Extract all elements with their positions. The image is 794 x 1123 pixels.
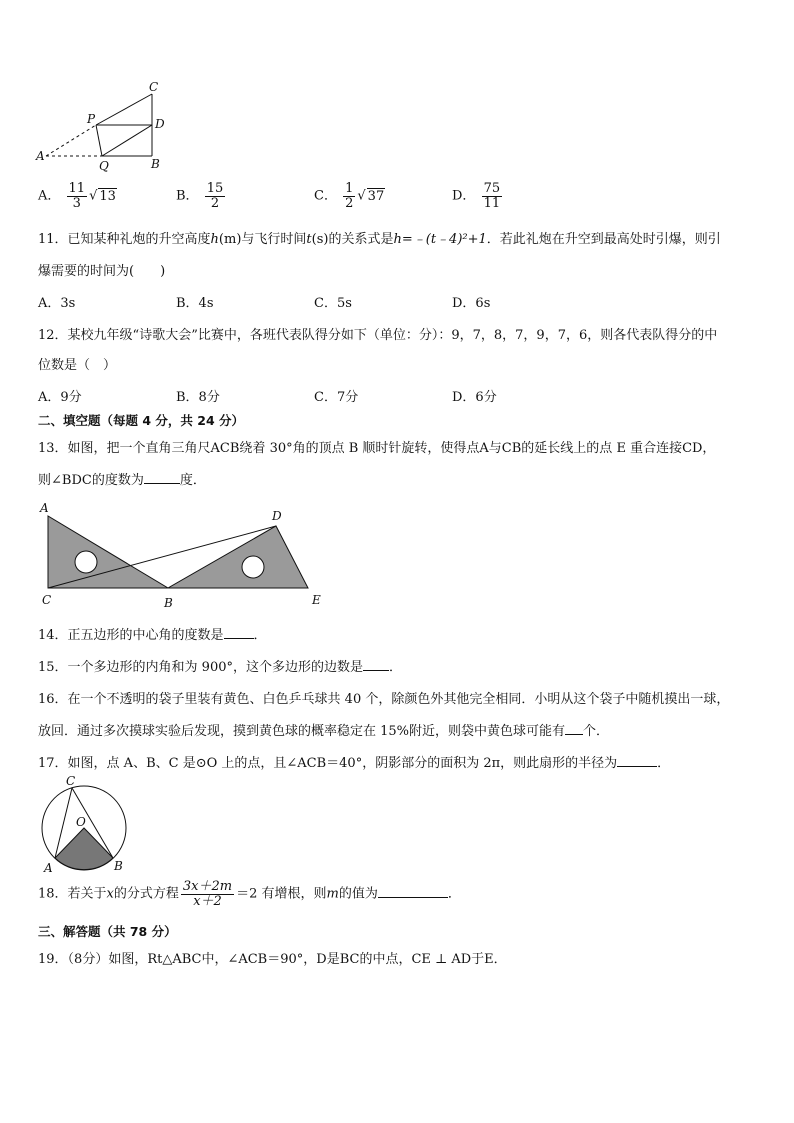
label-b: B bbox=[164, 596, 173, 610]
q12-line2: 位数是（ ） bbox=[38, 358, 117, 373]
denominator: 11 bbox=[483, 195, 501, 211]
q10-option-b bbox=[176, 182, 227, 210]
fraction bbox=[181, 880, 234, 908]
triangle-acb bbox=[48, 516, 168, 588]
q10-option-d bbox=[452, 182, 504, 210]
figure-q13 bbox=[30, 500, 330, 615]
denominator: 3 bbox=[72, 195, 81, 211]
q16-line1: 16．在一个不透明的袋子里装有黄色、白色乒乓球共 40 个，除颜色外其他完全相同．小明从这个袋子中随机摸出一球， bbox=[38, 692, 730, 707]
text: 与飞行时间 bbox=[241, 232, 307, 247]
q11-line2: 爆需要的时间为( ) bbox=[38, 264, 166, 279]
text: ． bbox=[389, 660, 403, 675]
q11-option-d: D．6s bbox=[452, 296, 491, 311]
text: 的关系式是 bbox=[328, 232, 394, 247]
fraction bbox=[343, 182, 355, 210]
label-d: D bbox=[272, 509, 282, 523]
text: 14．正五边形的中心角的度数是 bbox=[38, 628, 224, 643]
label-b: B bbox=[114, 859, 123, 873]
triangle-bed bbox=[168, 526, 308, 588]
segment-pc bbox=[96, 94, 152, 125]
label-a: A bbox=[36, 149, 45, 163]
segment-pq bbox=[96, 125, 102, 156]
option-label: D． bbox=[452, 188, 476, 204]
text: ＝2 有增根，则 bbox=[236, 886, 327, 902]
q12-line1: 12．某校九年级“诗歌大会”比赛中，各班代表队得分如下（单位：分）：9，7，8，7，9，7，6，则各代表队得分的中 bbox=[38, 328, 718, 343]
text: 度． bbox=[179, 473, 206, 488]
segment-qd bbox=[102, 125, 152, 156]
label-c: C bbox=[66, 774, 76, 788]
formula: h=﹣(t﹣4)²+1 bbox=[393, 232, 487, 247]
fraction bbox=[482, 182, 503, 210]
q19: 19．（8分）如图，Rt△ABC中，∠ACB＝90°，D是BC的中点，CE ⊥ AD于E． bbox=[38, 952, 507, 967]
text: 放回．通过多次摸球实验后发现，摸到黄色球的概率稳定在 15%附近，则袋中黄色球可能有 bbox=[38, 724, 566, 739]
answer-blank bbox=[617, 754, 657, 767]
denominator: x＋2 bbox=[193, 893, 222, 909]
text: ． bbox=[253, 628, 267, 643]
numerator: 75 bbox=[483, 181, 501, 196]
figure-q17 bbox=[34, 772, 134, 876]
numerator: 3x＋2m bbox=[182, 879, 233, 894]
label-e: E bbox=[312, 593, 321, 607]
text: 11．已知某种礼炮的升空高度 bbox=[38, 232, 211, 247]
q14 bbox=[38, 624, 267, 643]
label-a: A bbox=[44, 861, 53, 875]
q12-option-c: C．7分 bbox=[314, 390, 359, 405]
text: ． bbox=[447, 886, 461, 902]
q11-option-c: C．5s bbox=[314, 296, 352, 311]
numerator: 1 bbox=[345, 181, 354, 196]
text: 15．一个多边形的内角和为 900°，这个多边形的边数是 bbox=[38, 660, 363, 675]
section-2-heading: 二、填空题（每题 4 分，共 24 分） bbox=[38, 413, 245, 428]
option-label: B． bbox=[176, 188, 199, 204]
text: 的分式方程 bbox=[113, 886, 179, 902]
var-m: m bbox=[326, 886, 339, 902]
fraction bbox=[67, 182, 88, 210]
q13-line2 bbox=[38, 469, 206, 488]
text: 17．如图，点 A、B、C 是⊙O 上的点，且∠ACB＝40°，阴影部分的面积为 2π，则此扇形的半径为 bbox=[38, 756, 618, 771]
radicand: 13 bbox=[99, 188, 116, 204]
answer-blank bbox=[224, 626, 254, 639]
q12-option-b: B．8分 bbox=[176, 390, 220, 405]
numerator: 15 bbox=[206, 181, 224, 196]
option-label: A． bbox=[38, 188, 61, 204]
radicand: 37 bbox=[367, 188, 385, 204]
var-h: h bbox=[210, 232, 219, 247]
q13-line1: 13．如图，把一个直角三角尺ACB绕着 30°角的顶点 B 顺时针旋转，使得点A与CB的延长线上的点 E 重合连接CD， bbox=[38, 441, 716, 456]
answer-blank bbox=[565, 722, 583, 735]
fraction bbox=[205, 182, 226, 210]
q12-option-a: A．9分 bbox=[38, 390, 82, 405]
var-t: t bbox=[306, 232, 312, 247]
unit-m: (m) bbox=[218, 232, 242, 247]
text: 18．若关于 bbox=[38, 886, 107, 902]
q17 bbox=[38, 752, 670, 771]
answer-blank bbox=[378, 885, 448, 898]
text: 的值为 bbox=[338, 886, 378, 902]
denominator: 2 bbox=[345, 195, 354, 211]
q16-line2 bbox=[38, 720, 609, 739]
label-d: D bbox=[155, 117, 165, 131]
q10-option-c: C． $\frac{1}{2}$ √ 37 bbox=[314, 181, 385, 211]
figure-q10 bbox=[30, 78, 170, 173]
label-c: C bbox=[149, 80, 159, 94]
text: ．若此礼炮在升空到最高处时引爆，则引 bbox=[486, 232, 721, 247]
numerator: 11 bbox=[68, 181, 86, 196]
q15 bbox=[38, 656, 402, 675]
label-p: P bbox=[87, 112, 96, 126]
denominator: 2 bbox=[210, 195, 220, 211]
triangle-hole-left bbox=[75, 551, 97, 573]
unit-s: (s) bbox=[311, 232, 329, 247]
q11-option-a: A．3s bbox=[38, 296, 76, 311]
triangle-hole-right bbox=[242, 556, 264, 578]
text: ． bbox=[657, 756, 671, 771]
answer-blank bbox=[363, 658, 389, 671]
label-o: O bbox=[76, 815, 86, 829]
section-3-heading: 三、解答题（共 78 分） bbox=[38, 924, 177, 939]
answer-blank bbox=[144, 471, 180, 484]
var-x: x bbox=[106, 886, 114, 902]
label-a: A bbox=[40, 501, 49, 515]
text: 个． bbox=[583, 724, 610, 739]
q10-option-a: A． $\frac{11}{3}$ √ 13 bbox=[38, 181, 116, 211]
label-c: C bbox=[42, 593, 52, 607]
segment-ap bbox=[46, 125, 96, 156]
q18 bbox=[38, 880, 461, 908]
label-b: B bbox=[151, 157, 160, 171]
label-q: Q bbox=[99, 159, 109, 173]
q12-option-d: D．6分 bbox=[452, 390, 497, 405]
q11-option-b: B．4s bbox=[176, 296, 214, 311]
q11-line1 bbox=[38, 228, 721, 247]
text: 则∠BDC的度数为 bbox=[38, 473, 144, 488]
option-label: C． bbox=[314, 188, 337, 204]
